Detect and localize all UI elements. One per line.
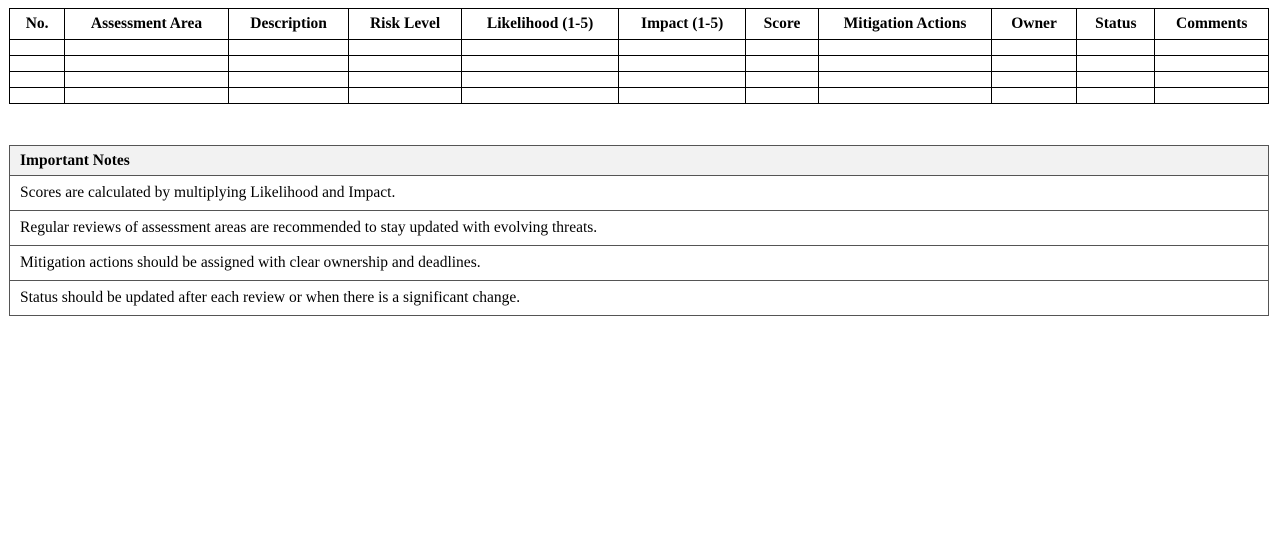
column-header-status: Status [1077, 9, 1155, 40]
cell-assessment-area[interactable] [65, 40, 229, 56]
cell-likelihood[interactable] [461, 56, 619, 72]
cell-description[interactable] [228, 72, 348, 88]
note-text: Status should be updated after each review or when there is a significant change. [10, 281, 1269, 316]
cell-mitigation-actions[interactable] [819, 72, 992, 88]
column-header-description: Description [228, 9, 348, 40]
cell-owner[interactable] [991, 72, 1076, 88]
column-header-likelihood: Likelihood (1-5) [461, 9, 619, 40]
cell-no[interactable] [10, 56, 65, 72]
column-header-no: No. [10, 9, 65, 40]
cell-comments[interactable] [1155, 40, 1269, 56]
cell-risk-level[interactable] [349, 40, 461, 56]
cell-description[interactable] [228, 56, 348, 72]
cell-assessment-area[interactable] [65, 88, 229, 104]
risk-assessment-table-container [9, 8, 1269, 104]
table-row[interactable] [10, 56, 1269, 72]
cell-owner[interactable] [991, 40, 1076, 56]
column-header-comments: Comments [1155, 9, 1269, 40]
list-item [10, 176, 1269, 211]
column-header-risk-level: Risk Level [349, 9, 461, 40]
column-header-owner: Owner [991, 9, 1076, 40]
cell-score[interactable] [745, 56, 818, 72]
cell-likelihood[interactable] [461, 40, 619, 56]
table-row[interactable] [10, 40, 1269, 56]
cell-risk-level[interactable] [349, 88, 461, 104]
notes-body [10, 176, 1269, 316]
cell-assessment-area[interactable] [65, 56, 229, 72]
risk-table-header-row [10, 9, 1269, 40]
cell-impact[interactable] [619, 88, 746, 104]
cell-mitigation-actions[interactable] [819, 40, 992, 56]
risk-assessment-table [9, 8, 1269, 104]
risk-table-body [10, 40, 1269, 104]
cell-mitigation-actions[interactable] [819, 56, 992, 72]
cell-impact[interactable] [619, 40, 746, 56]
cell-owner[interactable] [991, 56, 1076, 72]
note-text: Regular reviews of assessment areas are recommended to stay updated with evolving threats. [10, 211, 1269, 246]
cell-comments[interactable] [1155, 72, 1269, 88]
cell-likelihood[interactable] [461, 88, 619, 104]
cell-status[interactable] [1077, 40, 1155, 56]
cell-risk-level[interactable] [349, 56, 461, 72]
cell-no[interactable] [10, 40, 65, 56]
column-header-impact: Impact (1-5) [619, 9, 746, 40]
note-text: Mitigation actions should be assigned with clear ownership and deadlines. [10, 246, 1269, 281]
note-text: Scores are calculated by multiplying Likelihood and Impact. [10, 176, 1269, 211]
list-item [10, 246, 1269, 281]
cell-score[interactable] [745, 88, 818, 104]
cell-mitigation-actions[interactable] [819, 88, 992, 104]
cell-status[interactable] [1077, 88, 1155, 104]
table-row[interactable] [10, 72, 1269, 88]
cell-likelihood[interactable] [461, 72, 619, 88]
cell-comments[interactable] [1155, 56, 1269, 72]
cell-owner[interactable] [991, 88, 1076, 104]
cell-assessment-area[interactable] [65, 72, 229, 88]
cell-no[interactable] [10, 88, 65, 104]
important-notes-container [9, 145, 1269, 316]
cell-status[interactable] [1077, 56, 1155, 72]
cell-description[interactable] [228, 88, 348, 104]
list-item [10, 211, 1269, 246]
list-item [10, 281, 1269, 316]
cell-risk-level[interactable] [349, 72, 461, 88]
notes-header-row [10, 146, 1269, 176]
cell-score[interactable] [745, 40, 818, 56]
notes-section-title: Important Notes [10, 146, 1269, 176]
cell-comments[interactable] [1155, 88, 1269, 104]
cell-description[interactable] [228, 40, 348, 56]
column-header-assessment-area: Assessment Area [65, 9, 229, 40]
table-row[interactable] [10, 88, 1269, 104]
important-notes-table [9, 145, 1269, 316]
column-header-mitigation-actions: Mitigation Actions [819, 9, 992, 40]
cell-status[interactable] [1077, 72, 1155, 88]
cell-impact[interactable] [619, 56, 746, 72]
cell-impact[interactable] [619, 72, 746, 88]
cell-score[interactable] [745, 72, 818, 88]
cell-no[interactable] [10, 72, 65, 88]
column-header-score: Score [745, 9, 818, 40]
